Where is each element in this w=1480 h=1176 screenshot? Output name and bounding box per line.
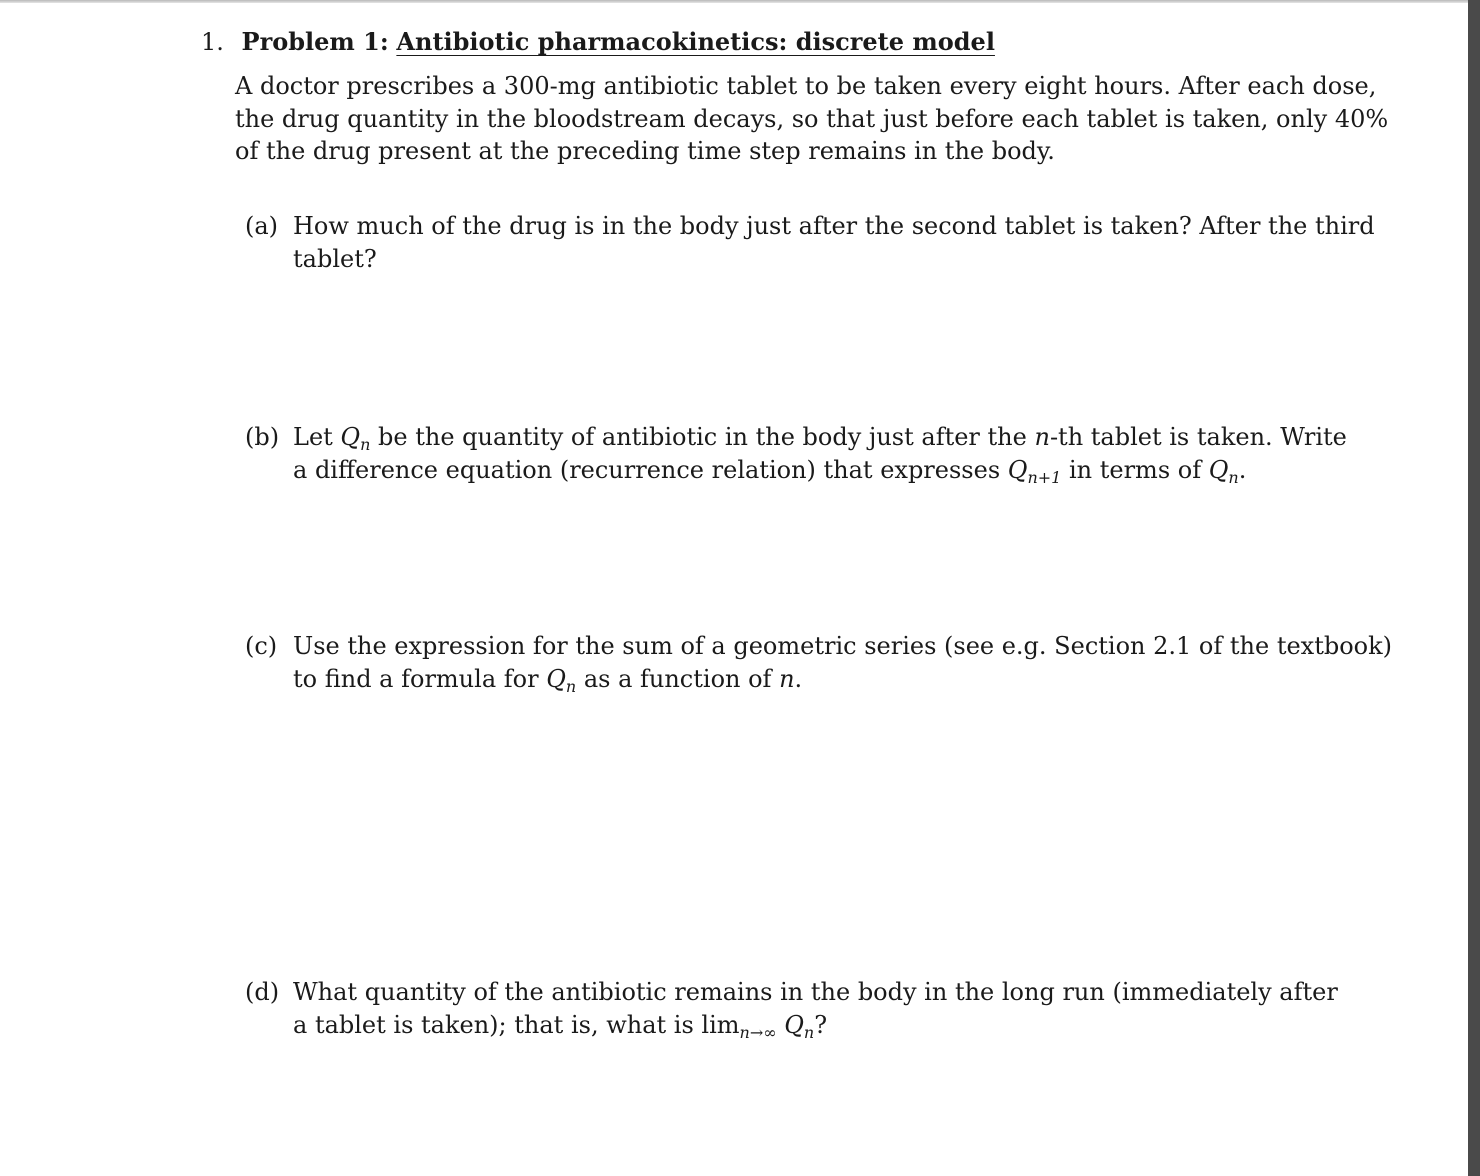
math-subscript: n (565, 676, 577, 696)
part-d-label: (d) (245, 978, 280, 1006)
math-subscript: n (1228, 467, 1239, 487)
problem-number: 1. (201, 28, 224, 56)
part-b (245, 421, 1347, 487)
statement-line: the drug quantity in the bloodstream decays, so that just before each tablet is taken, only 40% (235, 104, 1389, 133)
part-d-text: What quantity of the antibiotic remains in the body in the long run (immediately after (293, 978, 1338, 1006)
part-b-text: a difference equation (recurrence relation) that expresses $Q_{n+1}$ in terms of $Q_n$. (293, 455, 1247, 487)
math-subscript: n+1 (1027, 467, 1062, 487)
scrollbar-edge[interactable] (1468, 0, 1480, 1176)
problem-header (201, 26, 995, 58)
math-subscript: n (803, 1022, 815, 1042)
math-subscript: n→∞ (739, 1022, 777, 1042)
part-a-text: tablet? (293, 244, 377, 273)
math-q: Q (340, 423, 361, 451)
part-d-text: a tablet is taken); that is, what is $\lim_{n\to\infty} Q_n$? (293, 1010, 828, 1042)
problem-title: Antibiotic pharmacokinetics: discrete model (396, 27, 995, 56)
math-q: Q (784, 1010, 804, 1039)
statement-line: of the drug present at the preceding time step remains in the body. (235, 137, 1055, 165)
part-c (245, 630, 1393, 696)
math-n: n (1034, 423, 1050, 451)
math-subscript: n (360, 435, 371, 454)
problem-label: Problem 1: (241, 27, 389, 56)
math-q: Q (546, 664, 566, 693)
problem-statement (235, 70, 1389, 168)
statement-line: A doctor prescribes a 300-mg antibiotic tablet to be taken every eight hours. After each dose, (235, 72, 1377, 100)
part-a (245, 210, 1375, 275)
part-c-text: Use the expression for the sum of a geometric series (see e.g. Section 2.1 of the textbook) (293, 632, 1393, 660)
part-b-label: (b) (245, 423, 280, 451)
part-a-text: How much of the drug is in the body just after the second tablet is taken? After the third (293, 212, 1375, 240)
math-n: n (779, 664, 795, 693)
part-c-text: to find a formula for $Q_n$ as a function of n. (293, 664, 803, 696)
part-d (245, 976, 1338, 1042)
part-a-label: (a) (245, 212, 279, 240)
part-c-label: (c) (245, 632, 278, 660)
math-q: Q (1208, 455, 1229, 484)
math-q: Q (1007, 455, 1028, 484)
part-b-text: Let $Q_n$ be the quantity of antibiotic in the body just after the n-th tablet is taken. Write (293, 423, 1347, 454)
